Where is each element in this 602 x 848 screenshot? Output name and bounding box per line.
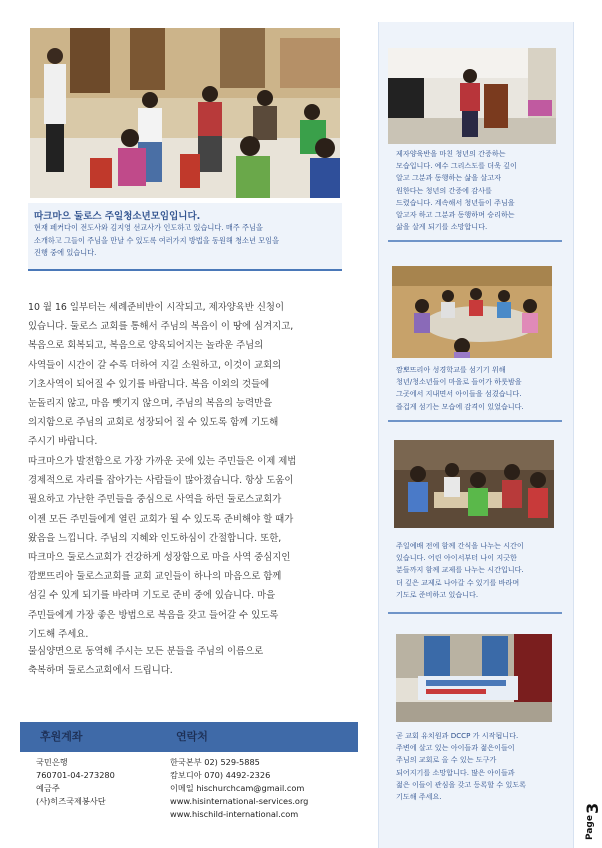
sidebar-divider bbox=[388, 612, 562, 614]
contact-heading: 연락처 bbox=[176, 730, 208, 743]
caption-line: 기도해 주세요. bbox=[396, 792, 442, 802]
youth-meeting-photo bbox=[30, 28, 340, 198]
bank-name: 국민은행 bbox=[36, 757, 68, 767]
body-line: 주시기 바랍니다. bbox=[28, 436, 98, 448]
bible-school-photo bbox=[392, 266, 552, 358]
sidebar-caption-3 bbox=[396, 540, 558, 601]
caption-line: 드렸습니다. 계속해서 청년들이 주님을 bbox=[396, 197, 515, 207]
sidebar-caption-1 bbox=[396, 148, 558, 233]
top-caption-line: 진행 중에 있습니다. bbox=[34, 248, 97, 257]
account-holder-label: 예금주 bbox=[36, 783, 60, 793]
body-line: 의지함으로 주님의 교회로 성장되어 질 수 있도록 함께 기도해 bbox=[28, 417, 279, 429]
body-line: 기도해 주세요. bbox=[28, 628, 89, 640]
body-line: 따크마으가 발전함으로 가장 가까운 곳에 있는 주민들은 이제 제법 bbox=[28, 456, 297, 467]
account-heading: 후원계좌 bbox=[40, 730, 83, 743]
body-line: 깜뽀뜨리아 둘로스교회를 교회 교인들이 하나의 마음으로 함께 bbox=[28, 571, 282, 583]
caption-line: 원한다는 청년의 간증에 감사를 bbox=[396, 185, 492, 195]
body-line: 10 월 16 일부터는 세례준비반이 시작되고, 제자양육반 신청이 bbox=[28, 302, 284, 313]
sidebar-panel bbox=[378, 22, 574, 848]
body-line: 물심양면으로 동역해 주시는 모든 분들을 주님의 이름으로 bbox=[28, 646, 264, 657]
page-number bbox=[583, 800, 602, 840]
kindergarten-banner-photo bbox=[396, 634, 552, 722]
top-caption-line: 현재 페커다이 전도사와 김지영 선교사가 인도하고 있습니다. 매주 주님을 bbox=[34, 223, 263, 232]
caption-line: 주일예배 전에 함께 간식을 나누는 시간이 bbox=[396, 541, 524, 550]
sidebar-caption-4 bbox=[396, 730, 558, 803]
body-line: 주민들에게 가장 좋은 방법으로 복음을 갖고 들어갈 수 있도록 bbox=[28, 609, 279, 621]
caption-line: 젊은 이들이 관심을 갖고 등록할 수 있도록 bbox=[396, 779, 527, 789]
main-paragraph-1 bbox=[28, 298, 346, 452]
caption-line: 곧 교회 유치원과 DCCP 가 시작됩니다. bbox=[396, 731, 519, 740]
account-info bbox=[36, 756, 115, 808]
body-line: 경제적으로 자리를 잡아가는 사람들이 많아졌습니다. 항상 도움이 bbox=[28, 475, 294, 487]
email-address[interactable]: 이메일 hischurchcam@gmail.com bbox=[170, 783, 305, 793]
body-line: 필요하고 가난한 주민들을 중심으로 사역을 하던 둘로스교회가 bbox=[28, 494, 282, 506]
caption-line: 알고 그분과 동행하는 삶을 살고자 bbox=[396, 173, 501, 183]
caption-line: 제자양육반을 마친 청년의 간증하는 bbox=[396, 149, 506, 158]
body-line: 따크마으 둘로스교회가 건강하게 성장함으로 마을 사역 중심지인 bbox=[28, 552, 291, 564]
caption-line: 기도로 준비하고 있습니다. bbox=[396, 589, 479, 599]
body-line: 사역들이 시간이 갈 수록 더하여 지길 소원하고, 이것이 교회의 bbox=[28, 359, 282, 371]
account-number: 760701-04-273280 bbox=[36, 770, 115, 780]
sidebar-divider bbox=[388, 420, 562, 422]
caption-line: 깜뽀뜨리아 성경학교를 섬기기 위해 bbox=[396, 365, 506, 374]
caption-line: 주님의 교회로 올 수 있는 도구가 bbox=[396, 755, 497, 765]
website-link[interactable]: www.hischild-international.com bbox=[170, 809, 299, 819]
caption-line: 모습입니다. 예수 그리스도를 더욱 깊이 bbox=[396, 161, 517, 171]
website-link[interactable]: www.hisinternational-services.org bbox=[170, 796, 309, 806]
body-line: 기초사역이 되어질 수 있기를 바랍니다. 복음 이외의 것들에 bbox=[28, 378, 270, 390]
main-paragraph-2 bbox=[28, 452, 346, 644]
snack-time-photo bbox=[394, 440, 554, 528]
caption-line: 분들까지 함께 교제를 나누는 시간입니다. bbox=[396, 565, 524, 575]
caption-line: 더 깊은 교제로 나아갈 수 있기를 바라며 bbox=[396, 577, 520, 587]
top-caption-title: 따크마으 둘로스 주일청소년모임입니다. bbox=[34, 211, 201, 222]
caption-line: 있습니다. 어린 아이서부터 나이 지긋한 bbox=[396, 553, 517, 563]
caption-line: 알고자 하고 그분과 동행하며 승리하는 bbox=[396, 210, 515, 220]
body-line: 축복하며 둘로스교회에서 드립니다. bbox=[28, 665, 173, 677]
page-label: Page bbox=[585, 815, 595, 840]
body-line: 눈돌리지 않고, 마음 뺏기지 않으며, 주님의 복음의 능력만을 bbox=[28, 398, 273, 410]
testimony-photo bbox=[388, 48, 556, 144]
page-digit: 3 bbox=[583, 802, 602, 814]
contact-info bbox=[170, 756, 308, 821]
caption-line: 삶을 살게 되기를 소망합니다. bbox=[396, 222, 488, 232]
main-paragraph-3 bbox=[28, 642, 346, 680]
caption-divider bbox=[28, 269, 342, 271]
caption-line: 주변에 살고 있는 아이들과 젊은이들이 bbox=[396, 743, 515, 753]
top-caption-body bbox=[34, 222, 334, 260]
body-line: 있습니다. 둘로스 교회를 통해서 주님의 복음이 이 땅에 심겨지고, bbox=[28, 321, 294, 333]
body-line: 복음으로 회복되고, 복음으로 양육되어지는 놀라운 주님의 bbox=[28, 340, 264, 352]
caption-line: 되어지기를 소망합니다. 많은 아이들과 bbox=[396, 767, 515, 777]
account-holder: (사)히즈국제봉사단 bbox=[36, 796, 106, 806]
caption-line: 즐겁게 섬기는 모습에 감격이 있었습니다. bbox=[396, 401, 524, 411]
top-caption-line: 소개하고 그들이 주님을 만날 수 있도록 여러가지 방법을 동원해 청소년 모임을 bbox=[34, 235, 280, 245]
phone-cambodia: 캄보디아 070) 4492-2326 bbox=[170, 770, 271, 780]
caption-line: 청년/청소년들이 마을로 들어가 하룻밤을 bbox=[396, 377, 522, 387]
caption-line: 그곳에서 지내면서 아이들을 섬겼습니다. bbox=[396, 389, 522, 399]
body-line: 이젠 모든 주민들에게 열린 교회가 될 수 있도록 준비해야 할 때가 bbox=[28, 513, 294, 525]
sidebar-caption-2 bbox=[396, 364, 558, 413]
body-line: 왔음을 느낍니다. 주님의 지혜와 인도하심이 간절합니다. 또한, bbox=[28, 532, 282, 544]
sidebar-divider bbox=[388, 240, 562, 242]
phone-korea: 한국본부 02) 529-5885 bbox=[170, 757, 260, 767]
body-line: 섬길 수 있게 되기를 바라며 기도로 준비 중에 있습니다. 마을 bbox=[28, 590, 276, 602]
